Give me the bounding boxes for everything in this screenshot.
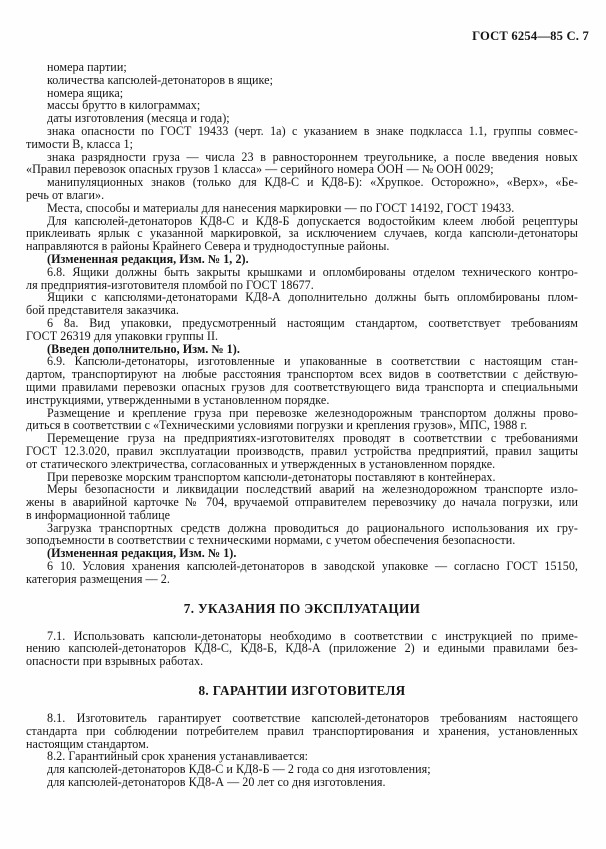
document-content: [26, 61, 578, 789]
text-line: ГОСТ 12.3.020, правил эксплуатации производств, правил устройства предприятий, правил защиты: [26, 443, 578, 458]
text-line: настоящим стандартом.: [26, 736, 149, 751]
text-line: зоподъемности в соответствии с техническими нормами, с учетом обеспечения безопасности.: [26, 533, 516, 548]
text-line: приклеивать ярлык с указанной маркировкой, за исключением случаев, когда капсюли-детонаторы: [26, 226, 578, 241]
text-line: направляются в районы Крайнего Севера и труднодоступные районы.: [26, 239, 390, 254]
text-line: в информационной таблице: [26, 507, 171, 522]
text-line: Загрузка транспортных средств должна проводиться до рационального использования их гру-: [47, 520, 578, 535]
text-line: (Измененная редакция, Изм. № 1).: [47, 546, 237, 561]
text-line: количества капсюлей-детонаторов в ящике;: [47, 72, 273, 87]
text-line: инструкциями, утвержденными в установленном порядке.: [26, 392, 330, 407]
text-line: 6 10. Условия хранения капсюлей-детонаторов в заводской упаковке — согласно ГОСТ 15150,: [47, 559, 578, 574]
text-line: номера ящика;: [47, 85, 124, 100]
text-line: категория размещения — 2.: [26, 571, 170, 586]
text-line: нению капсюлей-детонаторов КД8-С, КД8-Б, КД8-А (приложение 2) и едиными правилами без-: [26, 641, 578, 656]
text-line: «Правил перевозок опасных грузов 1 класса» — серийного номера ООН — № ООН 0029;: [26, 162, 494, 177]
text-line: 6.8. Ящики должны быть закрыты крышками и опломбированы отделом технического контро-: [47, 264, 578, 279]
text-line: Перемещение груза на предприятиях-изготовителях проводят в соответствии с требованиями: [47, 431, 578, 446]
text-line: (Введен дополнительно, Изм. № 1).: [47, 341, 240, 356]
text-line: знака опасности по ГОСТ 19433 (черт. 1а) с указанием в знаке подкласса 1.1, группы совмес-: [47, 123, 578, 138]
text-line: При перевозке морским транспортом капсюли-детонаторы поставляют в контейнерах.: [47, 469, 496, 484]
text-line: ля предприятия-изготовителя пломбой по ГОСТ 18677.: [26, 277, 314, 292]
section-heading: 8. ГАРАНТИИ ИЗГОТОВИТЕЛЯ: [198, 683, 406, 699]
text-line: знака разрядности груза — числа 23 в равностороннем треугольнике, а после введения новых: [47, 149, 578, 164]
text-line: стандарта при соблюдении потребителем правил транспортирования и хранения, установленных: [26, 723, 578, 738]
section-heading: 7. УКАЗАНИЯ ПО ЭКСПЛУАТАЦИИ: [183, 600, 421, 616]
text-line: 6.9. Капсюли-детонаторы, изготовленные и упакованные в соответствии с настоящим стан-: [47, 354, 578, 369]
text-line: массы брутто в килограммах;: [47, 98, 201, 113]
text-line: даты изготовления (месяца и года);: [47, 111, 230, 126]
text-line: Для капсюлей-детонаторов КД8-С и КД8-Б допускается водостойким клеем любой рецептуры: [47, 213, 578, 228]
text-line: Меры безопасности и ликвидации последствий аварий на железнодорожном транспорте изло-: [47, 482, 578, 497]
text-line: опасности при взрывных работах.: [26, 654, 204, 669]
text-line: 8.1. Изготовитель гарантирует соответствие капсюлей-детонаторов требованиям настоящего: [47, 711, 578, 726]
text-line: Ящики с капсюлями-детонаторами КД8-А дополнительно должны быть опломбированы плом-: [47, 290, 578, 305]
text-line: манипуляционных знаков (только для КД8-С и КД8-Б): «Хрупкое. Осторожно», «Верх», «Бе-: [47, 175, 578, 190]
text-line: ГОСТ 26319 для упаковки группы II.: [26, 328, 219, 343]
text-line: от статического электричества, согласованных и утвержденных в установленном порядке.: [26, 456, 496, 471]
text-line: 7.1. Использовать капсюли-детонаторы необходимо в соответствии с инструкцией по приме-: [47, 628, 578, 643]
text-line: щими правилами перевозки опасных грузов для соответствующего вида транспорта и специальными: [26, 379, 578, 394]
page-header: ГОСТ 6254—85 С. 7: [472, 29, 589, 43]
text-line: Места, способы и материалы для нанесения маркировки — по ГОСТ 14192, ГОСТ 19433.: [47, 200, 515, 215]
text-line: 8.2. Гарантийный срок хранения устанавливается:: [47, 749, 309, 764]
text-line: речь от влаги».: [26, 187, 105, 202]
text-line: (Измененная редакция, Изм. № 1, 2).: [47, 251, 249, 266]
text-line: Размещение и крепление груза при перевозке железнодорожным транспортом должны прово-: [47, 405, 578, 420]
text-line: тимости В, класса 1;: [26, 136, 133, 151]
text-line: бой представителя заказчика.: [26, 303, 179, 318]
text-line: диться в соответствии с «Техническими условиями погрузки и крепления грузов», МПС, 1988 г.: [26, 418, 528, 433]
text-line: жены в аварийной карточке № 704, вручаемой отправителем перевозчику до начала погрузки, или: [26, 495, 578, 510]
text-line: номера партии;: [47, 60, 127, 74]
text-line: для капсюлей-детонаторов КД8-А — 20 лет со дня изготовления.: [47, 775, 386, 790]
text-line: для капсюлей-детонаторов КД8-С и КД8-Б — 2 года со дня изготовления;: [47, 762, 431, 777]
text-line: дартом, транспортируют на любые расстояния транспортом всех видов в соответствии с действую-: [26, 367, 578, 382]
text-line: 6 8а. Вид упаковки, предусмотренный настоящим стандартом, соответствует требованиям: [47, 315, 578, 330]
